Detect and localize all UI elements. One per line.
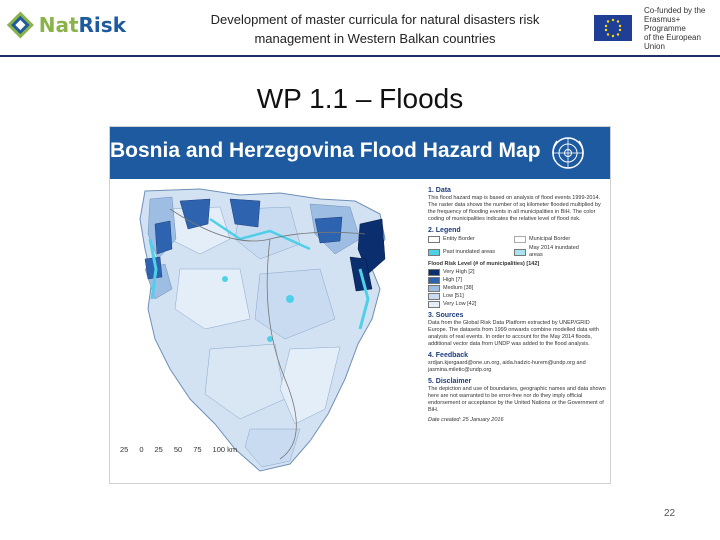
header-title-line2: management in Western Balkan countries xyxy=(254,31,496,46)
legend xyxy=(428,236,606,259)
legend-item: Municipal Border xyxy=(514,236,594,243)
data-section-title: 1. Data xyxy=(428,187,451,194)
risk-item-medium: Medium [38] xyxy=(428,285,606,292)
natrisk-logo-text: NatRisk xyxy=(38,13,126,37)
header-title xyxy=(180,10,570,48)
flood-hazard-map xyxy=(109,126,611,484)
map-banner xyxy=(110,127,610,179)
legend-section-title: 2. Legend xyxy=(428,227,461,234)
data-section-text: This flood hazard map is based on analysis of flood events 1999-2014. The raster data shows the number of sq kilometer flooded multiplied by the frequency of flooding events in all municipalities in BiH. The color coding of municipalities indicates the relative level of flood risk. xyxy=(428,195,601,222)
legend-swatch xyxy=(514,249,526,256)
legend-item: May 2014 inundated areas xyxy=(514,245,594,259)
risk-item-very-low: Very Low [42] xyxy=(428,301,606,308)
page-number: 22 xyxy=(664,508,676,519)
legend-swatch xyxy=(514,236,526,243)
header-divider xyxy=(0,55,720,57)
risk-item-high: High [7] xyxy=(428,277,606,284)
risk-item-low: Low [51] xyxy=(428,293,606,300)
header-title-line1: Development of master curricula for natural disasters risk xyxy=(210,12,540,27)
legend-swatch xyxy=(428,301,440,308)
erasmus-logo xyxy=(594,5,720,51)
bih-map xyxy=(110,179,425,483)
legend-item: Past inundated areas xyxy=(428,245,508,259)
feedback-section-text: srdjan.kjergaard@one.un.org, aida.hadzic-hurem@undp.org and jasmina.miletic@undp.org xyxy=(428,360,586,373)
legend-swatch xyxy=(428,285,440,292)
natrisk-logo xyxy=(6,6,126,44)
scale-labels: 25 0 25 50 75 100 km xyxy=(120,445,238,454)
eu-text: Co-funded by the Erasmus+ Programme of the European Union xyxy=(644,5,706,51)
sources-section-title: 3. Sources xyxy=(428,312,464,319)
eu-flag-icon xyxy=(594,15,632,41)
un-emblem-icon xyxy=(548,133,588,173)
legend-swatch xyxy=(428,269,440,276)
risk-high-region xyxy=(155,221,172,254)
slide-title: WP 1.1 – Floods xyxy=(256,83,464,114)
natrisk-logo-icon xyxy=(6,8,35,42)
map-banner-title: Bosnia and Herzegovina Flood Hazard Map xyxy=(110,139,541,162)
legend-swatch xyxy=(428,249,440,256)
map-side-panel xyxy=(428,183,606,424)
inundated-area xyxy=(222,276,228,282)
date-created: Date created: 25 January 2016 xyxy=(428,417,504,423)
risk-item-very-high: Very High [2] xyxy=(428,269,606,276)
legend-swatch xyxy=(428,277,440,284)
disclaimer-section-title: 5. Disclaimer xyxy=(428,378,472,385)
sources-section-text: Data from the Global Risk Data Platform extracted by UNEP/GRID Europe. The datasets from 1999 onwards combine modelled data with analysis of real events. In order to account for the May 2014 floods, additional vector data from UNDP was added to the flood analysis. xyxy=(428,320,599,347)
legend-item: Entity Border xyxy=(428,236,508,243)
disclaimer-section-text: The depiction and use of boundaries, geographic names and data shown here are not warranted to be error-free nor do they imply official endorsement or acceptance by the United Nations or the Government of BiH. xyxy=(428,386,606,413)
risk-level-title: Flood Risk Level (# of municipalities) [142] xyxy=(428,261,540,267)
feedback-section-title: 4. Feedback xyxy=(428,352,469,359)
inundated-area xyxy=(286,295,294,303)
risk-high-region xyxy=(315,217,342,243)
legend-swatch xyxy=(428,293,440,300)
legend-swatch xyxy=(428,236,440,243)
